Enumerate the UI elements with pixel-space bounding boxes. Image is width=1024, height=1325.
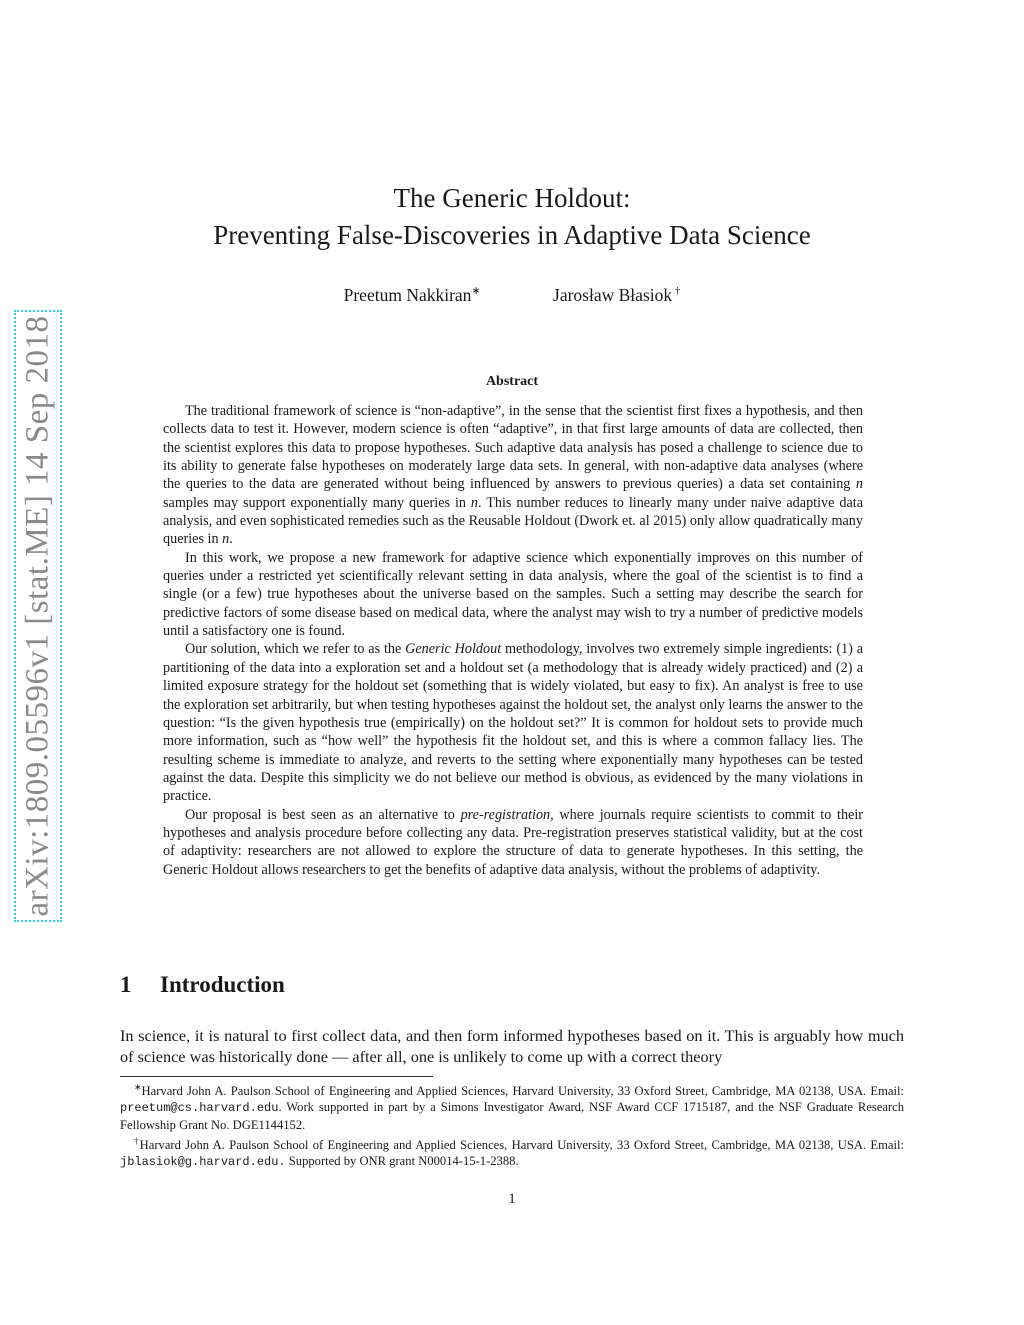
arxiv-identifier: arXiv:1809.05596v1 [stat.ME] 14 Sep 2018 (19, 315, 56, 917)
author-1: Preetum Nakkiran∗ (343, 284, 481, 305)
footnote-rule (120, 1076, 433, 1077)
abstract-body (163, 402, 863, 879)
abstract-paragraph-4: Our proposal is best seen as an alternative to pre-registration, where journals require scientists to commit to their hypotheses and analysis procedure before collecting any data. Pre-registration preserves statistical validity, but at the cost of adaptivity: researchers are not allowed to explore the structure of data to generate hypotheses. In this setting, the Generic Holdout allows researchers to get the benefits of adaptive data analysis, without the problems of adaptivity. (163, 806, 863, 878)
author-2-footnote-mark[interactable]: † (672, 285, 681, 297)
title-line-1: The Generic Holdout: (393, 183, 631, 213)
author-list (120, 284, 904, 306)
paper-title (120, 180, 904, 254)
section-number: 1 (120, 972, 132, 997)
footnote-1: ∗Harvard John A. Paulson School of Engineering and Applied Sciences, Harvard University, 33 Oxford Street, Cambridge, MA 02138, USA. Email: preetum@cs.harvard.edu. Work supported in part by a Simons Investigator Award, NSF Award CCF 1715187, and the NSF Graduate Research Fellowship Grant No. DGE1144152. (120, 1082, 904, 1132)
author-2: Jarosław Błasiok † (553, 284, 681, 305)
abstract-heading: Abstract (485, 374, 539, 389)
author-1-footnote-mark[interactable]: ∗ (471, 285, 481, 297)
arxiv-stamp (14, 310, 62, 922)
footnotes (120, 1079, 904, 1170)
abstract-paragraph-2: In this work, we propose a new framework for adaptive science which exponentially improves on this number of queries under a restricted yet scientifically relevant setting in data analysis, where the goal of the scientist is to find a single (or a few) true hypotheses about the universe based on the samples. Such a setting may describe the search for predictive factors of some disease based on medical data, where the analyst may wish to try a number of predictive models until a satisfactory one is found. (163, 549, 863, 640)
abstract-paragraph-3: Our solution, which we refer to as the Generic Holdout methodology, involves two extremely simple ingredients: (1) a partitioning of the data into a exploration set and a holdout set (a methodology that is already widely practiced) and (2) a limited exposure strategy for the holdout set (something that is widely violated, but easy to fix). An analyst is free to use the exploration set arbitrarily, but when testing hypotheses against the holdout set, the analyst only learns the answer to the question: “Is the given hypothesis true (empirically) on the holdout set?” It is common for holdout sets to provide much more information, such as “how well” the hypothesis fit the holdout set, and this is where a common fallacy lies. The resulting scheme is immediate to analyze, and reverts to the setting where exponentially many hypotheses can be tested against the data. Despite this simplicity we do not believe our method is obvious, as evidenced by the many violations in practice. (163, 641, 863, 805)
section-title: Introduction (160, 972, 285, 997)
abstract-paragraph-1: The traditional framework of science is “non-adaptive”, in the sense that the scientist first fixes a hypothesis, and then collects data to test it. However, modern science is often “adaptive”, in that first large amounts of data are collected, then the scientist explores this data to propose hypotheses. Such adaptive data analysis has posed a challenge to science due to its ability to generate false hypotheses on moderately large data sets. In general, with non-adaptive data analyses (where the queries to the data are generated without being influenced by answers to previous queries) a data set containing n samples may support exponentially many queries in n. This number reduces to linearly many under naive adaptive data analysis, and even sophisticated remedies such as the Reusable Holdout (Dwork et. al 2015) only allow quadratically many queries in n. (163, 403, 863, 548)
section-heading (120, 972, 285, 998)
email-link[interactable]: jblasiok@g.harvard.edu. (120, 1155, 286, 1170)
title-line-2: Preventing False-Discoveries in Adaptive Data Science (213, 220, 811, 250)
introduction-text (120, 1026, 904, 1067)
page-number: 1 (508, 1191, 516, 1207)
intro-paragraph: In science, it is natural to first collect data, and then form informed hypotheses based on it. This is arguably how much of science was historically done — after all, one is unlikely to come up with a correct theory (120, 1026, 904, 1066)
footnote-2: †Harvard John A. Paulson School of Engineering and Applied Sciences, Harvard University, 33 Oxford Street, Cambridge, MA 02138, USA. Email: jblasiok@g.harvard.edu. Supported by ONR grant N00014-15-1-2388. (120, 1135, 904, 1170)
email-link[interactable]: preetum@cs.harvard.edu (120, 1101, 279, 1116)
